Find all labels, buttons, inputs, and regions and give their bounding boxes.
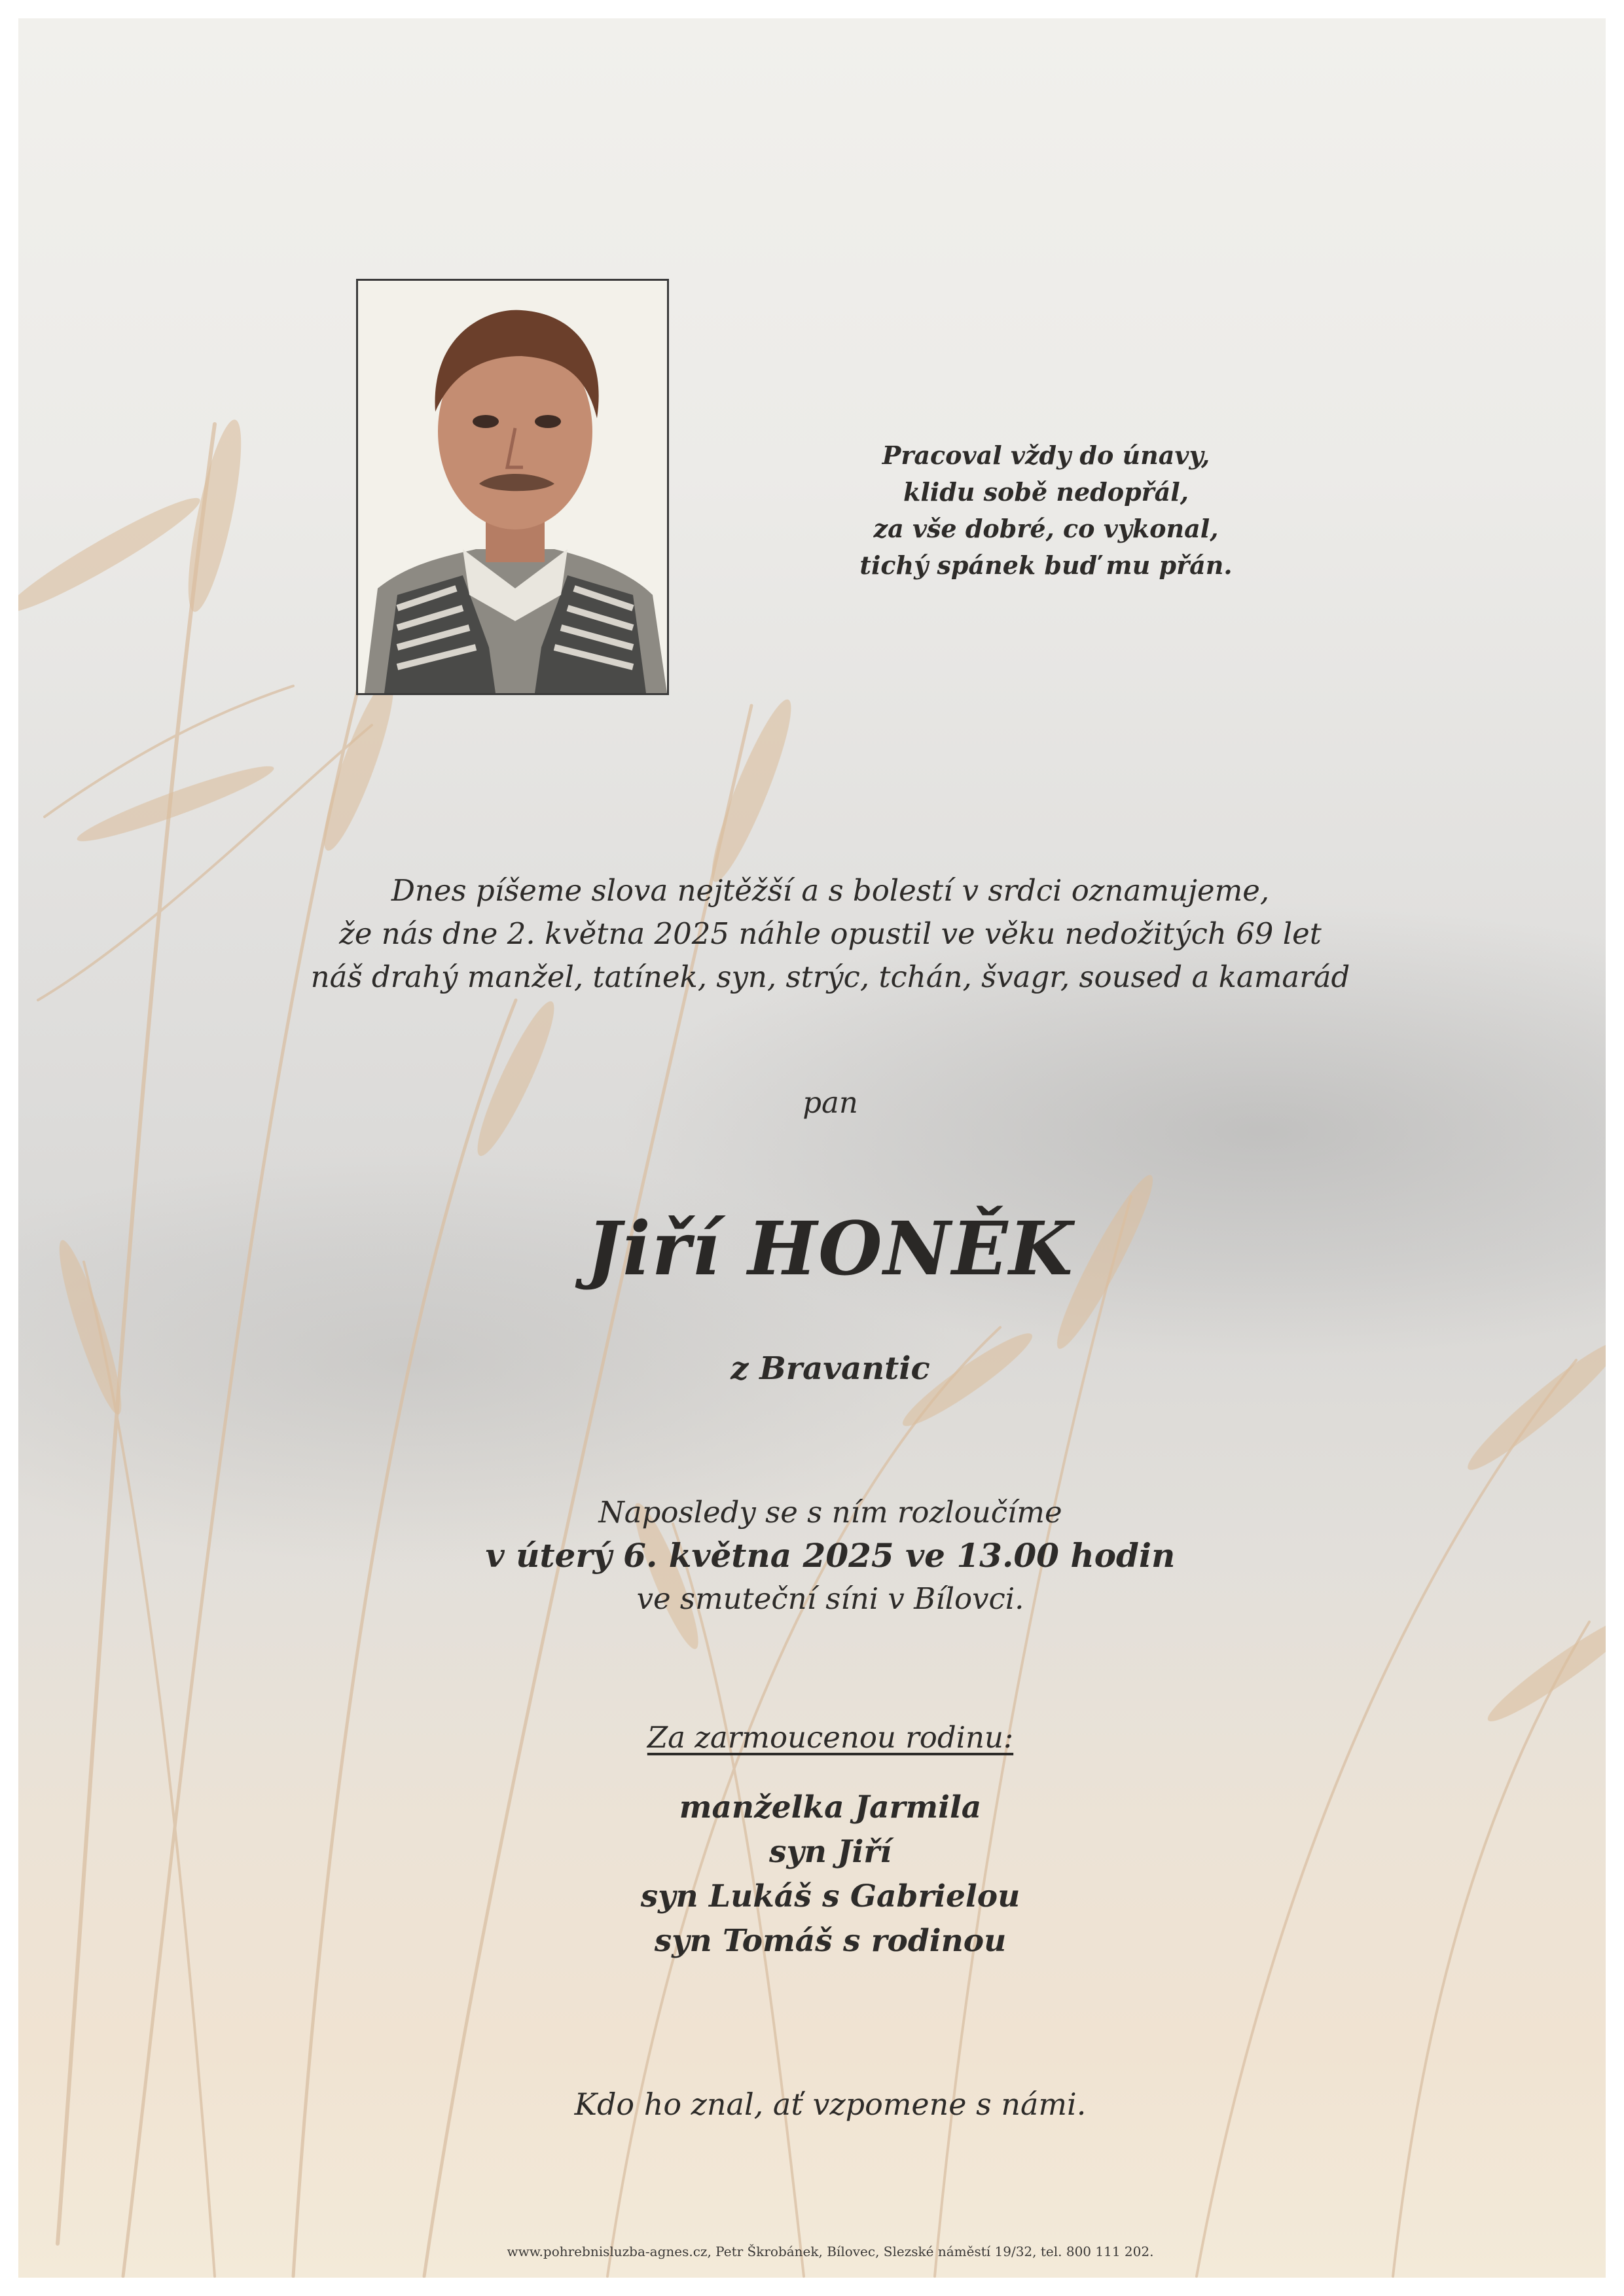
- funeral-service-footer: www.pohrebnisluzba-agnes.cz, Petr Škrobánek, Bílovec, Slezské náměstí 19/32, tel. 800 111 202.: [507, 2244, 1154, 2259]
- funeral-details: [149, 1491, 1511, 1621]
- background-field-image: [18, 18, 1606, 2278]
- funeral-date-time: v úterý 6. května 2025 ve 13.00 hodin: [485, 1536, 1176, 1575]
- verse-line: za vše dobré, co vykonal,: [873, 514, 1219, 543]
- deceased-name: Jiří HONĚK: [586, 1206, 1074, 1292]
- announcement-line: Dnes píšeme slova nejtěžší a s bolestí v srdci oznamujeme,: [391, 873, 1270, 908]
- funeral-venue: ve smuteční síni v Bílovci.: [636, 1581, 1024, 1616]
- announcement-line: že nás dne 2. května 2025 náhle opustil ve věku nedožitých 69 let: [339, 916, 1322, 951]
- farewell-intro: Naposledy se s ním rozloučíme: [598, 1495, 1062, 1530]
- family-heading: [149, 1720, 1511, 1755]
- family-member: syn Tomáš s rodinou: [654, 1923, 1007, 1959]
- verse-line: tichý spánek buď mu přán.: [859, 550, 1233, 580]
- memorial-verse: [791, 437, 1301, 584]
- hometown: z Bravantic: [731, 1350, 930, 1387]
- family-member: manželka Jarmila: [679, 1789, 982, 1825]
- family-heading-text: Za zarmoucenou rodinu:: [647, 1720, 1014, 1755]
- announcement-line: náš drahý manžel, tatínek, syn, strýc, tchán, švagr, soused a kamarád: [310, 960, 1350, 994]
- verse-line: Pracoval vždy do únavy,: [882, 440, 1210, 470]
- honorific: pan: [803, 1085, 858, 1120]
- closing-line: Kdo ho znal, ať vzpomene s námi.: [574, 2087, 1087, 2122]
- family-member: syn Lukáš s Gabrielou: [640, 1878, 1020, 1914]
- family-member: syn Jiří: [768, 1834, 892, 1870]
- announcement-text: [149, 869, 1511, 999]
- verse-line: klidu sobě nedopřál,: [903, 477, 1189, 507]
- family-list: [149, 1785, 1511, 1964]
- portrait-photo: [356, 279, 669, 695]
